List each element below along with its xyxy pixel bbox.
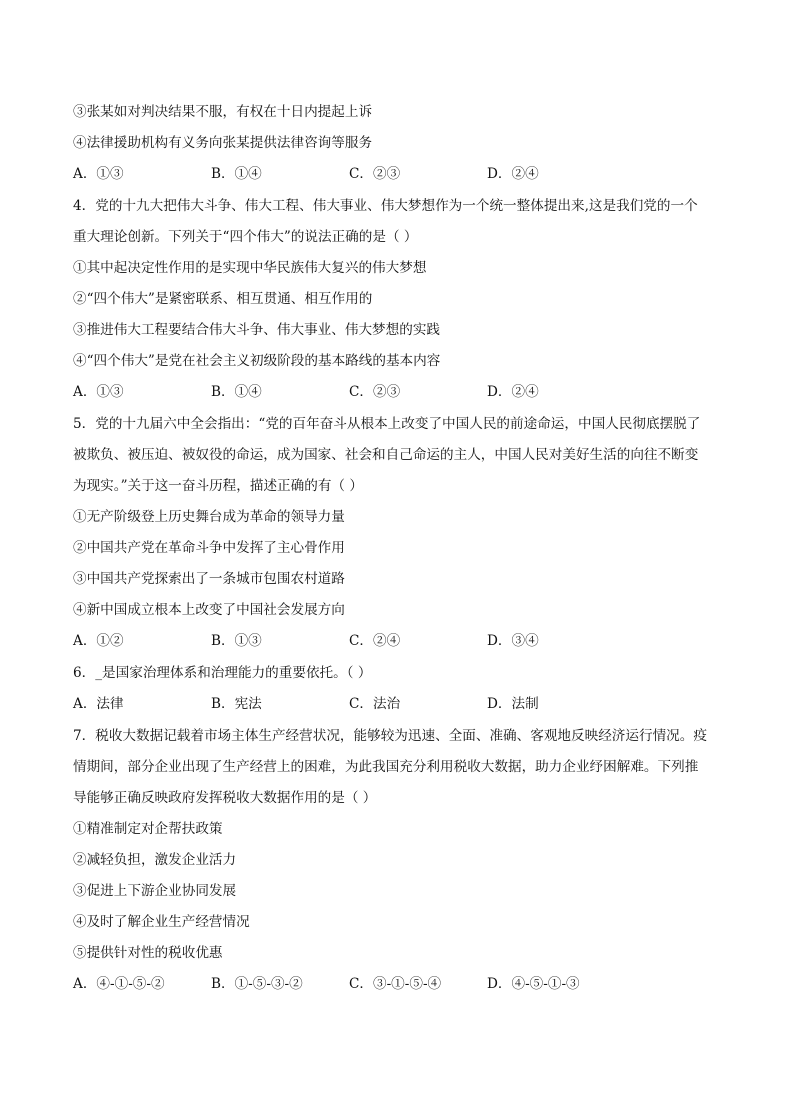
q5-stem-line-2: 被欺负、被压迫、被奴役的命运，成为国家、社会和自己命运的主人，中国人民对美好生活的向往不断变: [73, 447, 699, 463]
q7-item-1: ①精准制定对企帮扶政策: [73, 821, 223, 837]
q5-item-1: ①无产阶级登上历史舞台成为革命的领导力量: [73, 509, 345, 525]
q7-stem-line-3: 导能够正确反映政府发挥税收大数据作用的是（ ）: [73, 790, 377, 806]
q7-stem-line-2: 情期间，部分企业出现了生产经营上的困难，为此我国充分利用税收大数据，助力企业纾困解难。下列推: [73, 759, 699, 775]
q3-option-b[interactable]: B．①④: [211, 166, 262, 182]
q3-option-a[interactable]: A．①③: [73, 166, 124, 182]
q7-option-b[interactable]: B．①-⑤-③-②: [211, 976, 303, 992]
q4-option-a[interactable]: A．①③: [73, 384, 124, 400]
q4-option-c[interactable]: C．②③: [349, 384, 401, 400]
q5-option-a[interactable]: A．①②: [73, 633, 124, 649]
q7-item-5: ⑤提供针对性的税收优惠: [73, 945, 223, 961]
q6-options: [73, 694, 723, 714]
q6-option-c[interactable]: C．法治: [349, 696, 401, 712]
q5-stem-line-1: 5．党的十九届六中全会指出：“党的百年奋斗从根本上改变了中国人民的前途命运，中国人民彻底摆脱了: [73, 416, 701, 432]
q7-item-2: ②减轻负担，激发企业活力: [73, 852, 237, 868]
q6-stem: 6．_是国家治理体系和治理能力的重要依托。（ ）: [73, 665, 372, 681]
q7-option-d[interactable]: D．④-⑤-①-③: [487, 976, 580, 992]
q4-option-b[interactable]: B．①④: [211, 384, 262, 400]
q3-item-4: ④法律援助机构有义务向张某提供法律咨询等服务: [73, 135, 373, 151]
q3-option-c[interactable]: C．②③: [349, 166, 401, 182]
q5-item-4: ④新中国成立根本上改变了中国社会发展方向: [73, 602, 345, 618]
q7-options: [73, 974, 723, 994]
q3-options: [73, 164, 723, 184]
q6-option-a[interactable]: A．法律: [73, 696, 124, 712]
q4-stem-line-2: 重大理论创新。下列关于“四个伟大”的说法正确的是（ ）: [73, 229, 418, 245]
q4-options: [73, 382, 723, 402]
q3-item-3: ③张某如对判决结果不服，有权在十日内提起上诉: [73, 104, 373, 120]
q5-option-b[interactable]: B．①③: [211, 633, 262, 649]
q4-option-d[interactable]: D．②④: [487, 384, 539, 400]
q4-item-1: ①其中起决定性作用的是实现中华民族伟大复兴的伟大梦想: [73, 260, 427, 276]
q5-options: [73, 631, 723, 651]
q7-option-a[interactable]: A．④-①-⑤-②: [73, 976, 165, 992]
q4-stem-line-1: 4．党的十九大把伟大斗争、伟大工程、伟大事业、伟大梦想作为一个统一整体提出来,这是我们党的一个: [73, 198, 698, 214]
q5-item-3: ③中国共产党探索出了一条城市包围农村道路: [73, 571, 345, 587]
q7-item-3: ③促进上下游企业协同发展: [73, 883, 237, 899]
q7-item-4: ④及时了解企业生产经营情况: [73, 914, 250, 930]
q4-item-3: ③推进伟大工程要结合伟大斗争、伟大事业、伟大梦想的实践: [73, 322, 441, 338]
q5-option-c[interactable]: C．②④: [349, 633, 401, 649]
q5-stem-line-3: 为现实。”关于这一奋斗历程，描述正确的有（ ）: [73, 478, 363, 494]
q5-option-d[interactable]: D．③④: [487, 633, 539, 649]
q6-option-d[interactable]: D．法制: [487, 696, 539, 712]
q7-option-c[interactable]: C．③-①-⑤-④: [349, 976, 442, 992]
q7-stem-line-1: 7．税收大数据记载着市场主体生产经营状况，能够较为迅速、全面、准确、客观地反映经济运行情况。疫: [73, 728, 707, 744]
q5-item-2: ②中国共产党在革命斗争中发挥了主心骨作用: [73, 540, 345, 556]
q4-item-4: ④“四个伟大”是党在社会主义初级阶段的基本路线的基本内容: [73, 353, 441, 369]
q6-option-b[interactable]: B．宪法: [211, 696, 262, 712]
q4-item-2: ②“四个伟大”是紧密联系、相互贯通、相互作用的: [73, 291, 373, 307]
q3-option-d[interactable]: D．②④: [487, 166, 539, 182]
